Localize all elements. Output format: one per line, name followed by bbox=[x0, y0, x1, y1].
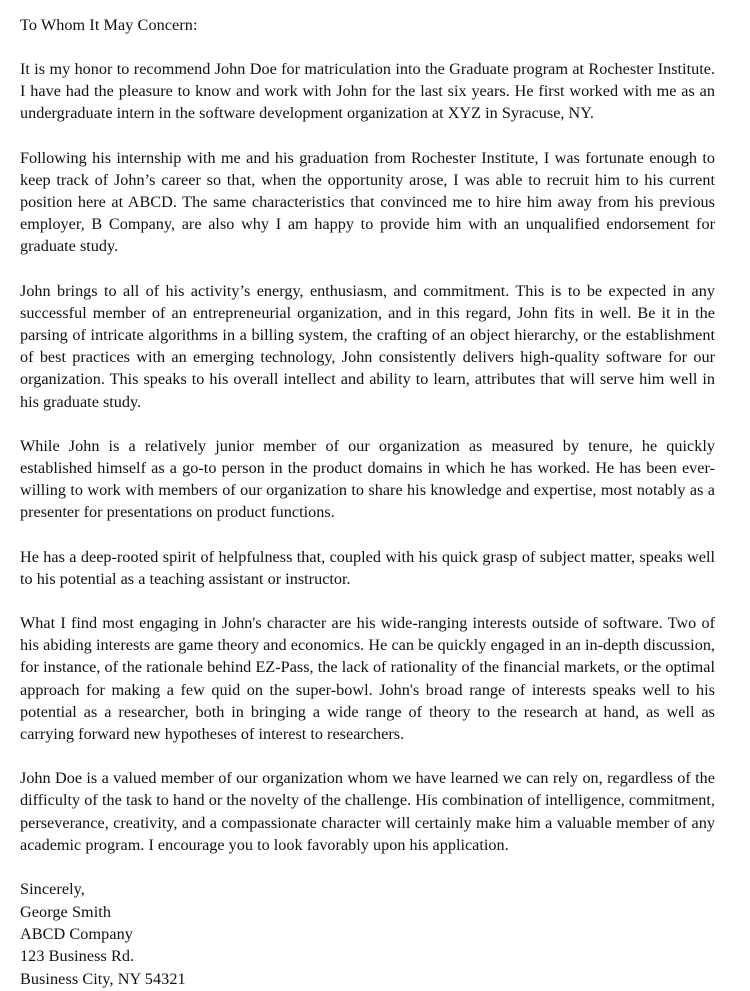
signature-company: ABCD Company bbox=[20, 924, 133, 943]
signature-city-state-zip: Business City, NY 54321 bbox=[20, 969, 186, 988]
letter-paragraph-6: What I find most engaging in John's character are his wide-ranging interests outside of software. Two of his abiding interests are game theory and economics. He can be quickly engaged in an in-depth discussion, for instance, of the rationale behind EZ-Pass, the lack of rationality of the financial markets, or the optimal approach for making a few quid on the super-bowl. John's broad range of interests speaks well to his potential as a researcher, both in bringing a wide range of theory to the research at hand, as well as carrying forward new hypotheses of interest to researchers. bbox=[20, 614, 715, 744]
signature-name: George Smith bbox=[20, 902, 112, 921]
letter-paragraph-3: John brings to all of his activity’s energy, enthusiasm, and commitment. This is to be expected in any successful member of an entrepreneurial organization, and in this regard, John fits in well. Be it in the parsing of intricate algorithms in a billing system, the crafting of an object hierarchy, or the establishment of best practices with an emerging technology, John consistently delivers high-quality software for our organization. This speaks to his overall intellect and ability to learn, attributes that will serve him well in his graduate study. bbox=[20, 281, 715, 411]
letter-salutation: To Whom It May Concern: bbox=[20, 16, 198, 34]
letter-paragraph-7: John Doe is a valued member of our organization whom we have learned we can rely on, regardless of the difficulty of the task to hand or the novelty of the challenge. His combination of intelligence, commitment, perseverance, creativity, and a compassionate character will certainly make him a valuable member of any academic program. I encourage you to look favorably upon his application. bbox=[20, 769, 715, 854]
letter-paragraph-4: While John is a relatively junior member of our organization as measured by tenure, he quickly established himself as a go-to person in the product domains in which he has worked. He has been ever-willing to work with members of our organization to share his knowledge and expertise, most notably as a presenter for presentations on product functions. bbox=[20, 436, 715, 522]
signature-closing: Sincerely, bbox=[20, 880, 85, 899]
letter-paragraph-2: Following his internship with me and his graduation from Rochester Institute, I was fortunate enough to keep track of John’s career so that, when the opportunity arose, I was able to recruit him to his current position here at ABCD. The same characteristics that convinced me to hire him away from his previous employer, B Company, are also why I am happy to provide him with an unqualified endorsement for graduate study. bbox=[20, 148, 715, 256]
letter-signature-block bbox=[20, 878, 715, 990]
letter-paragraph-1: It is my honor to recommend John Doe for matriculation into the Graduate program at Rochester Institute. I have had the pleasure to know and work with John for the last six years. He first worked with me as an undergraduate intern in the software development organization at XYZ in Syracuse, NY. bbox=[20, 60, 715, 123]
letter-paragraph-5: He has a deep-rooted spirit of helpfulness that, coupled with his quick grasp of subject matter, speaks well to his potential as a teaching assistant or instructor. bbox=[20, 547, 715, 588]
signature-street: 123 Business Rd. bbox=[20, 947, 135, 966]
